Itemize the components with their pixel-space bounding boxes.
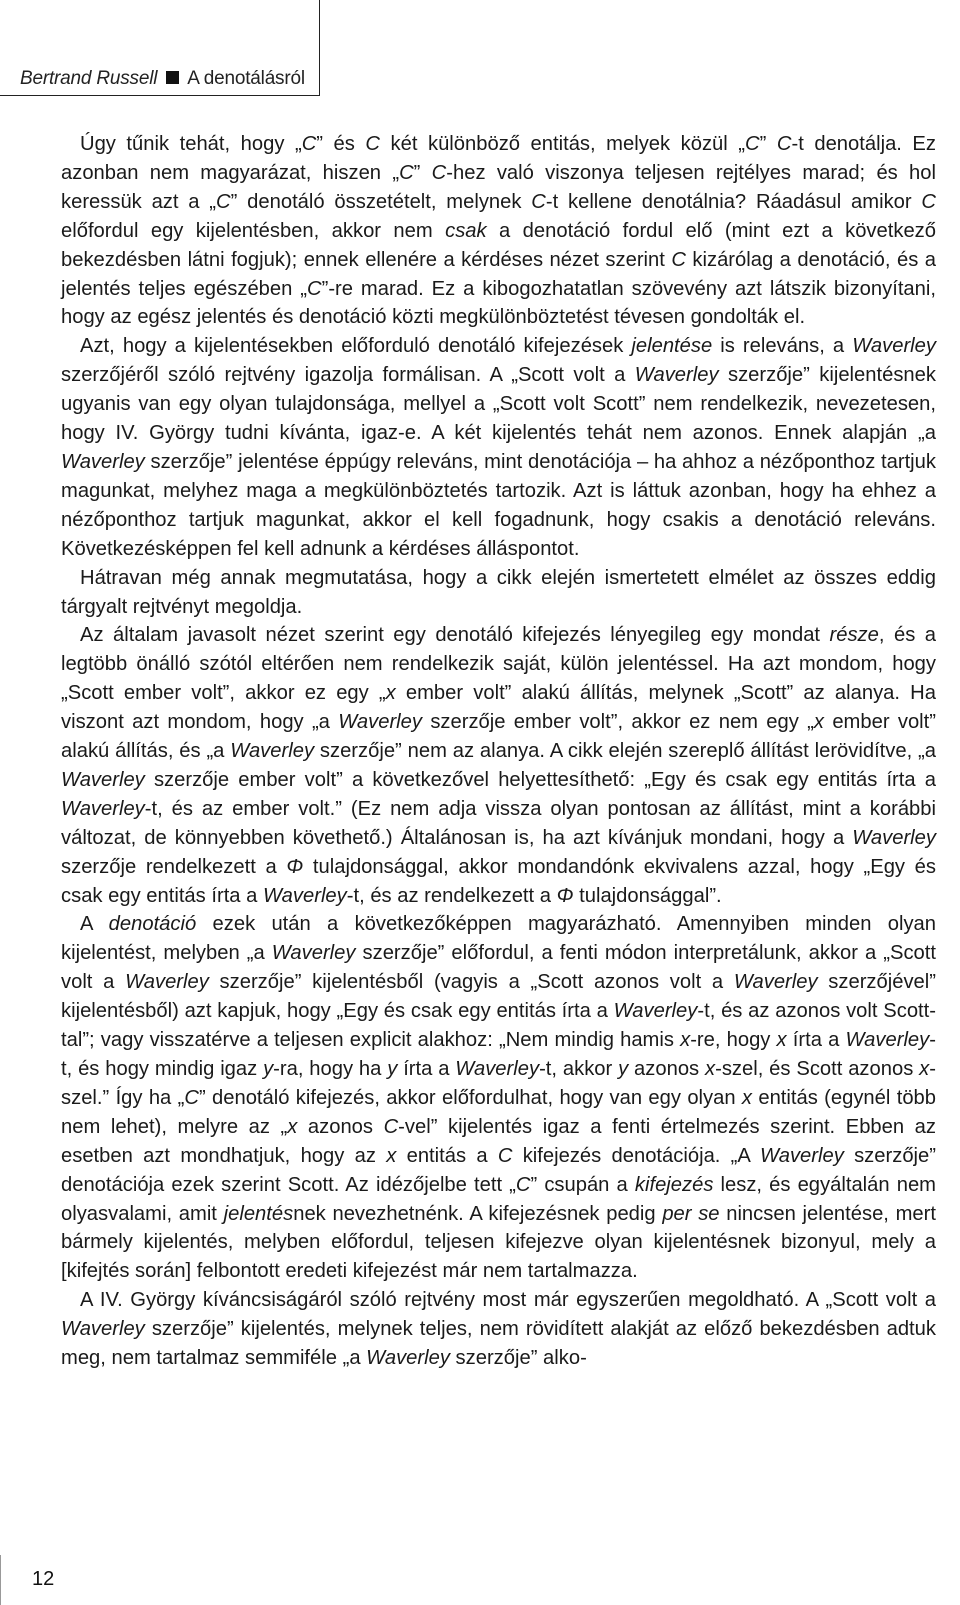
italic-run: y <box>387 1058 398 1080</box>
italic-run: x <box>680 1029 691 1052</box>
italic-run: x <box>385 682 396 705</box>
italic-run: jelentés <box>223 1202 294 1225</box>
text-run: entitás (egynél több nem lehet), melyre az „ <box>61 1086 937 1138</box>
paragraph <box>61 332 936 563</box>
text-run: -ra, hogy ha <box>273 1058 388 1080</box>
italic-run: C <box>431 161 447 184</box>
text-run: -t kellene denotálnia? Ráadásul amikor <box>545 190 922 213</box>
text-run: szerzőjéről szóló rejtvény igazolja formálisan. A „Scott volt a <box>61 364 635 387</box>
text-run: Úgy tűnik tehát, hogy „ <box>80 133 302 155</box>
text-run: előfordul egy kijelentésben, akkor nem <box>61 219 446 242</box>
text-run: -t, akkor <box>539 1058 619 1080</box>
italic-run: C <box>383 1115 399 1138</box>
text-run: írta a <box>397 1058 456 1080</box>
italic-run: C <box>921 190 936 213</box>
text-run: azonos <box>628 1058 705 1080</box>
text-run: ” denotáló kifejezés, akkor előfordulhat, hogy van egy olyan <box>198 1086 742 1109</box>
text-run: tulajdonsággal, akkor mondandónk ekvivalens azzal, hogy „Egy és csak egy entitás írta a <box>61 855 936 907</box>
text-run: szerzője” denotációja ezek szerint Scott. Az idézőjelbe tett „ <box>61 1144 936 1196</box>
text-run: szerzője” előfordul, a fenti módon interpretálunk, akkor a „Scott volt a <box>61 942 936 994</box>
text-run: kizárólag a denotáció, és a jelentés teljes egészében „ <box>61 248 936 300</box>
text-run: szerzője” nem az alanya. A cikk elején szereplő állítást lerövidítve, „a <box>314 740 937 763</box>
italic-run: C <box>399 161 414 184</box>
text-run: -t, és az ember volt.” (Ez nem adja vissza olyan pontosan az állítást, mint a korábbi változat, de könnyebben követhető.) Általánosan is, ha azt kívánjuk mondani, hogy a <box>61 797 936 849</box>
italic-run: Waverley <box>852 826 936 849</box>
text-run: Hátravan még annak megmutatása, hogy a cikk elején ismertetett elmélet az összes eddig tárgyalt rejtvényt megoldja. <box>61 566 936 618</box>
text-run: , és a legtöbb önálló szótól eltérően nem rendelkezik saját, külön jelentéssel. Ha azt mondom, hogy „Scott ember volt”, akkor ez egy „ <box>61 624 937 705</box>
italic-run: Waverley <box>845 1029 930 1052</box>
italic-run: Waverley <box>262 884 347 907</box>
text-run: szerzőjével” kijelentésből) azt kapjuk, hogy „Egy és csak egy entitás írta a <box>61 971 936 1023</box>
italic-run: csak <box>445 219 487 242</box>
italic-run: C <box>776 133 792 155</box>
italic-run: x <box>386 1144 397 1167</box>
running-header <box>20 68 305 90</box>
italic-run: C <box>184 1086 199 1109</box>
italic-run: C <box>671 248 686 271</box>
paragraph <box>61 1286 936 1373</box>
italic-run: y <box>263 1058 274 1080</box>
text-run: Az általam javasolt nézet szerint egy denotáló kifejezés lényegileg egy mondat <box>80 624 830 647</box>
italic-run: C <box>216 190 231 213</box>
italic-run: Waverley <box>852 335 936 358</box>
italic-run: C <box>365 133 380 155</box>
text-run: ”-re marad. Ez a kibogozhatatlan szövevény azt látszik bizonyítani, hogy az egész jelentés és denotáció közti megkülönböztetést tévesen gondolták el. <box>61 277 936 329</box>
text-run: a denotáció fordul elő (mint ezt a következő bekezdésben látni fogjuk); ennek ellenére a kérdéses nézet szerint <box>61 219 936 271</box>
text-run: ” <box>759 133 777 155</box>
text-run: ember volt” alakú állítás, melynek „Scott” az alanya. Ha viszont azt mondom, hogy „a <box>61 682 936 734</box>
text-run: Azt, hogy a kijelentésekben előforduló denotáló kifejezések <box>80 335 632 358</box>
text-run: -t, és hogy mindig igaz <box>61 1029 936 1080</box>
text-run: entitás a <box>396 1144 498 1167</box>
text-run: ” csupán a <box>530 1173 635 1196</box>
italic-run: Waverley <box>366 1347 450 1370</box>
text-run: -t denotálja. Ez azonban nem magyarázat, hiszen „ <box>61 133 936 184</box>
text-run: A IV. György kíváncsiságáról szóló rejtvény most már egyszerűen megoldható. A „Scott volt a <box>80 1289 936 1312</box>
italic-run: denotáció <box>108 913 197 936</box>
italic-run: Waverley <box>613 1000 698 1023</box>
text-run: -t, és az azonos volt Scott-tal”; vagy visszatérve a teljesen explicit alakhoz: „Nem mindig hamis <box>61 1000 936 1052</box>
text-run: ezek után a következőképpen magyarázható. Amennyiben minden olyan kijelentést, melyben „a <box>61 913 936 965</box>
text-run: szerzője” jelentése éppúgy releváns, mint denotációja – ha ahhoz a nézőponthoz tartjuk magunkat, melyhez maga a megkülönböztetés tartozik. Azt is láttuk azonban, hogy ha ehhez a nézőponthoz tartjuk magunkat, akkor el kell fogadnunk, hogy csakis a denotáció releváns. Következésképpen fel kell adnunk a kérdéses álláspontot. <box>61 450 936 560</box>
text-run: -hez való viszonya teljesen rejtélyes marad; és hol keressük azt a „ <box>61 161 936 213</box>
text-run: ” <box>413 161 432 184</box>
italic-run: C <box>497 1144 513 1167</box>
margin-rule <box>0 1555 1 1605</box>
italic-run: Waverley <box>634 364 719 387</box>
italic-run: jelentése <box>631 335 713 358</box>
italic-run: Waverley <box>230 740 315 763</box>
italic-run: Waverley <box>733 971 818 994</box>
paragraph <box>61 130 936 332</box>
italic-run: C <box>531 190 546 213</box>
text-run: is releváns, a <box>712 335 853 358</box>
italic-run: Waverley <box>760 1144 844 1167</box>
italic-run: x <box>741 1086 753 1109</box>
italic-run: Φ <box>286 855 304 878</box>
text-run: -t, és az rendelkezett a <box>346 884 557 907</box>
paragraph <box>61 564 936 622</box>
italic-run: Waverley <box>61 797 145 820</box>
italic-run: C <box>307 277 322 300</box>
italic-run: x <box>813 711 824 734</box>
italic-run: Waverley <box>125 971 209 994</box>
text-run: -szel, és Scott azonos <box>715 1058 920 1080</box>
italic-run: per se <box>662 1202 720 1225</box>
text-run: szerzője ember volt”, akkor ez nem egy „ <box>422 711 814 734</box>
text-run: két különböző entitás, melyek közül „ <box>379 133 746 155</box>
italic-run: Waverley <box>338 711 422 734</box>
text-run: azonos <box>297 1115 384 1138</box>
text-run: -vel” kijelentés igaz a fenti értelmezés szerint. Ebben az esetben azt mondhatjuk, hogy az <box>61 1115 936 1167</box>
italic-run: Waverley <box>61 768 145 791</box>
black-square-icon <box>166 71 179 84</box>
text-run: ember volt” alakú állítás, és „a <box>61 711 936 763</box>
italic-run: kifejezés <box>634 1173 714 1196</box>
text-run: tulajdonsággal”. <box>573 884 722 907</box>
header-author: Bertrand Russell <box>20 68 158 89</box>
text-run: szerzője” kijelentésből (vagyis a „Scott azonos volt a <box>208 971 734 994</box>
italic-run: x <box>287 1115 298 1138</box>
text-run: szerzője ember volt” a következővel helyettesíthető: „Egy és csak egy entitás írta a <box>144 768 936 791</box>
body-text <box>61 130 936 1373</box>
italic-run: x <box>705 1058 716 1080</box>
italic-run: x <box>776 1029 787 1052</box>
italic-run: C <box>301 133 317 155</box>
text-run: nincsen jelentése, mert bármely kijelentés, melyben előfordul, teljesen kifejezve olyan kijelentésnek bizonyul, mely a [kifejtés során] felbontott eredeti kifejezést már nem tartalmazza. <box>61 1202 936 1283</box>
paragraph <box>61 621 936 910</box>
italic-run: C <box>515 1173 531 1196</box>
text-run: kifejezés denotációja. „A <box>512 1144 761 1167</box>
italic-run: Waverley <box>61 450 145 473</box>
text-run: ” denotáló összetételt, melynek <box>230 190 532 213</box>
text-run: ” és <box>316 133 366 155</box>
text-run: szerzője” kijelentés, melynek teljes, nem rövidített alakját az előző bekezdésben adtuk meg, nem tartalmaz semmiféle „a <box>61 1318 936 1370</box>
italic-run: C <box>745 133 760 155</box>
italic-run: y <box>618 1058 629 1080</box>
italic-run: Waverley <box>455 1058 540 1080</box>
text-run: -szel.” Így ha „ <box>61 1058 936 1109</box>
text-run: lesz, és egyáltalán nem olyasvalami, amit <box>61 1173 937 1225</box>
italic-run: Waverley <box>61 1318 145 1341</box>
text-run: írta a <box>786 1029 846 1052</box>
italic-run: Φ <box>556 884 574 907</box>
text-run: nek nevezhetnénk. A kifejezésnek pedig <box>293 1202 663 1225</box>
text-run: szerzője” kijelentésnek ugyanis van egy olyan tulajdonsága, mellyel a „Scott volt Scott” nem rendelkezik, nevezetesen, hogy IV. György tudni kívánta, igaz-e. A két kijelentés tehát nem azonos. Ennek alapján „a <box>61 364 936 445</box>
italic-run: x <box>919 1058 930 1080</box>
text-run: -re, hogy <box>690 1029 777 1052</box>
text-run: A <box>80 913 109 936</box>
text-run: szerzője” alko- <box>449 1347 587 1370</box>
italic-run: Waverley <box>271 942 356 965</box>
text-run: szerzője rendelkezett a <box>61 855 287 878</box>
paragraph <box>61 910 936 1286</box>
italic-run: része <box>829 624 879 647</box>
page-number: 12 <box>32 1568 55 1590</box>
header-title: A denotálásról <box>187 68 305 89</box>
